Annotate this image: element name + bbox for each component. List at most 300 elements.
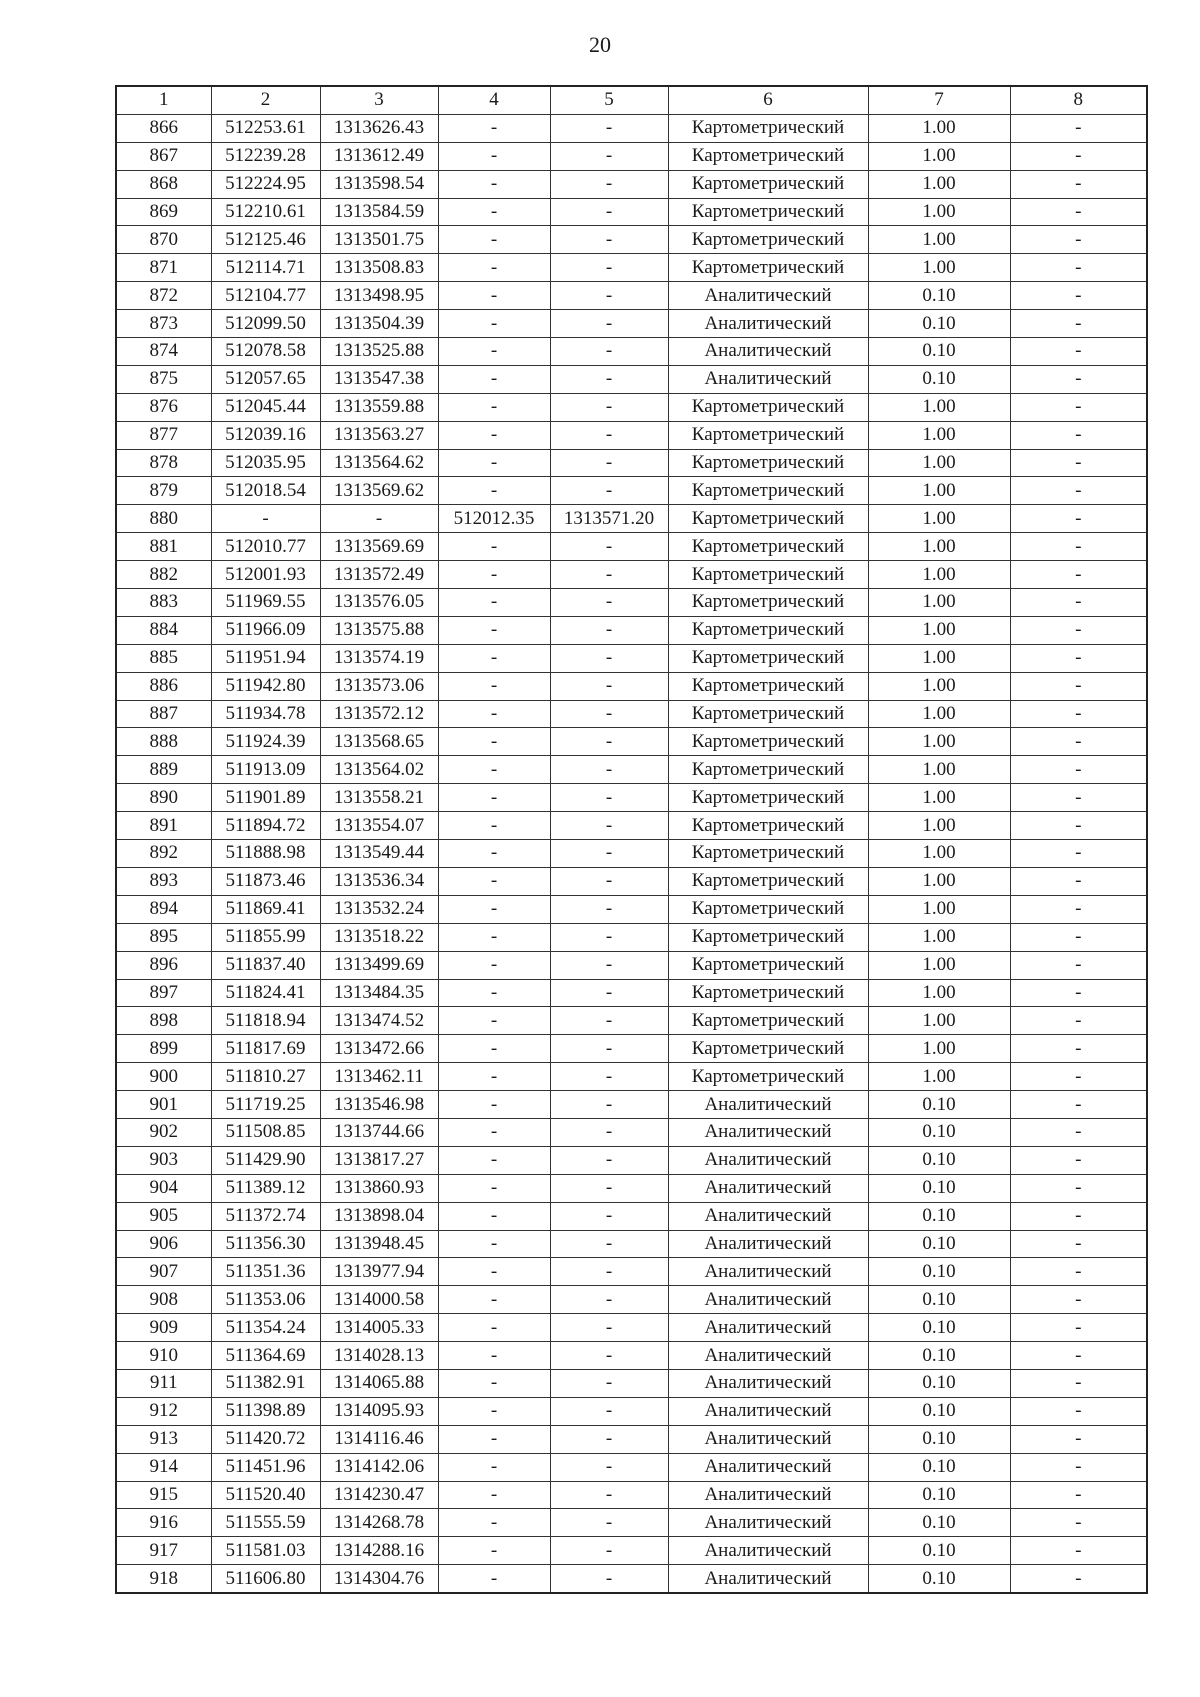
new-x-coordinate-cell: - (438, 393, 550, 421)
accuracy-cell: 1.00 (868, 393, 1010, 421)
new-x-coordinate-cell: - (438, 784, 550, 812)
y-coordinate-cell: 1314288.16 (320, 1537, 438, 1565)
accuracy-cell: 0.10 (868, 338, 1010, 366)
new-x-coordinate-cell: - (438, 867, 550, 895)
note-cell: - (1010, 979, 1147, 1007)
method-cell: Аналитический (668, 1118, 868, 1146)
x-coordinate-cell: 512114.71 (211, 254, 320, 282)
note-cell: - (1010, 1509, 1147, 1537)
new-x-coordinate-cell: - (438, 254, 550, 282)
note-cell: - (1010, 365, 1147, 393)
y-coordinate-cell: 1313474.52 (320, 1007, 438, 1035)
y-coordinate-cell: 1313898.04 (320, 1202, 438, 1230)
method-cell: Картометрический (668, 700, 868, 728)
table-row (116, 812, 1147, 840)
accuracy-cell: 1.00 (868, 979, 1010, 1007)
note-cell: - (1010, 1453, 1147, 1481)
table-row (116, 393, 1147, 421)
y-coordinate-cell: 1313568.65 (320, 728, 438, 756)
y-coordinate-cell: 1313499.69 (320, 951, 438, 979)
y-coordinate-cell: 1313559.88 (320, 393, 438, 421)
note-cell: - (1010, 1063, 1147, 1091)
new-y-coordinate-cell: - (550, 282, 668, 310)
table-row (116, 756, 1147, 784)
note-cell: - (1010, 672, 1147, 700)
method-cell: Картометрический (668, 393, 868, 421)
point-number-cell: 906 (116, 1230, 211, 1258)
new-y-coordinate-cell: - (550, 561, 668, 589)
accuracy-cell: 1.00 (868, 449, 1010, 477)
method-cell: Картометрический (668, 533, 868, 561)
table-row (116, 1342, 1147, 1370)
table-row (116, 672, 1147, 700)
point-number-cell: 873 (116, 310, 211, 338)
x-coordinate-cell: 512057.65 (211, 365, 320, 393)
accuracy-cell: 0.10 (868, 1202, 1010, 1230)
accuracy-cell: 1.00 (868, 923, 1010, 951)
point-number-cell: 866 (116, 114, 211, 142)
new-y-coordinate-cell: - (550, 1118, 668, 1146)
note-cell: - (1010, 644, 1147, 672)
x-coordinate-cell: 511364.69 (211, 1342, 320, 1370)
y-coordinate-cell: 1313472.66 (320, 1035, 438, 1063)
point-number-cell: 907 (116, 1258, 211, 1286)
new-y-coordinate-cell: - (550, 1369, 668, 1397)
table-row (116, 1035, 1147, 1063)
new-y-coordinate-cell: - (550, 1230, 668, 1258)
point-number-cell: 908 (116, 1286, 211, 1314)
point-number-cell: 911 (116, 1369, 211, 1397)
new-y-coordinate-cell: - (550, 1565, 668, 1593)
accuracy-cell: 1.00 (868, 561, 1010, 589)
y-coordinate-cell: 1313508.83 (320, 254, 438, 282)
new-y-coordinate-cell: - (550, 1453, 668, 1481)
x-coordinate-cell: 511818.94 (211, 1007, 320, 1035)
y-coordinate-cell: 1313564.62 (320, 449, 438, 477)
table-row (116, 1453, 1147, 1481)
new-y-coordinate-cell: - (550, 114, 668, 142)
method-cell: Картометрический (668, 812, 868, 840)
new-x-coordinate-cell: - (438, 616, 550, 644)
column-header: 3 (320, 86, 438, 114)
new-x-coordinate-cell: - (438, 589, 550, 617)
method-cell: Картометрический (668, 421, 868, 449)
x-coordinate-cell: 511873.46 (211, 867, 320, 895)
point-number-cell: 877 (116, 421, 211, 449)
new-y-coordinate-cell: - (550, 1509, 668, 1537)
x-coordinate-cell: 511508.85 (211, 1118, 320, 1146)
table-row (116, 1118, 1147, 1146)
point-number-cell: 897 (116, 979, 211, 1007)
new-y-coordinate-cell: 1313571.20 (550, 505, 668, 533)
y-coordinate-cell: 1313563.27 (320, 421, 438, 449)
accuracy-cell: 0.10 (868, 1258, 1010, 1286)
table-row (116, 1481, 1147, 1509)
point-number-cell: 894 (116, 895, 211, 923)
new-y-coordinate-cell: - (550, 1007, 668, 1035)
note-cell: - (1010, 1286, 1147, 1314)
table-row (116, 784, 1147, 812)
table-row (116, 1369, 1147, 1397)
note-cell: - (1010, 1174, 1147, 1202)
method-cell: Аналитический (668, 282, 868, 310)
y-coordinate-cell: 1314095.93 (320, 1397, 438, 1425)
method-cell: Аналитический (668, 1091, 868, 1119)
x-coordinate-cell: 512001.93 (211, 561, 320, 589)
note-cell: - (1010, 923, 1147, 951)
new-x-coordinate-cell: - (438, 1342, 550, 1370)
y-coordinate-cell: 1313572.49 (320, 561, 438, 589)
accuracy-cell: 1.00 (868, 895, 1010, 923)
accuracy-cell: 1.00 (868, 616, 1010, 644)
new-x-coordinate-cell: - (438, 1453, 550, 1481)
x-coordinate-cell: 511353.06 (211, 1286, 320, 1314)
note-cell: - (1010, 449, 1147, 477)
y-coordinate-cell: 1314065.88 (320, 1369, 438, 1397)
accuracy-cell: 1.00 (868, 421, 1010, 449)
new-x-coordinate-cell: - (438, 979, 550, 1007)
note-cell: - (1010, 1369, 1147, 1397)
y-coordinate-cell: 1313547.38 (320, 365, 438, 393)
accuracy-cell: 1.00 (868, 142, 1010, 170)
x-coordinate-cell: 512078.58 (211, 338, 320, 366)
x-coordinate-cell: 511429.90 (211, 1146, 320, 1174)
method-cell: Аналитический (668, 1565, 868, 1593)
method-cell: Картометрический (668, 1035, 868, 1063)
table-row (116, 1258, 1147, 1286)
table-row (116, 867, 1147, 895)
x-coordinate-cell: 512104.77 (211, 282, 320, 310)
note-cell: - (1010, 421, 1147, 449)
point-number-cell: 892 (116, 840, 211, 868)
method-cell: Картометрический (668, 254, 868, 282)
new-y-coordinate-cell: - (550, 644, 668, 672)
y-coordinate-cell: 1313518.22 (320, 923, 438, 951)
x-coordinate-cell: 511855.99 (211, 923, 320, 951)
note-cell: - (1010, 1425, 1147, 1453)
point-number-cell: 909 (116, 1314, 211, 1342)
point-number-cell: 886 (116, 672, 211, 700)
point-number-cell: 900 (116, 1063, 211, 1091)
x-coordinate-cell: 512010.77 (211, 533, 320, 561)
method-cell: Аналитический (668, 1369, 868, 1397)
new-y-coordinate-cell: - (550, 198, 668, 226)
table-row (116, 1091, 1147, 1119)
note-cell: - (1010, 812, 1147, 840)
y-coordinate-cell: 1313549.44 (320, 840, 438, 868)
x-coordinate-cell: 511351.36 (211, 1258, 320, 1286)
new-x-coordinate-cell: - (438, 142, 550, 170)
method-cell: Аналитический (668, 1174, 868, 1202)
new-y-coordinate-cell: - (550, 1397, 668, 1425)
method-cell: Картометрический (668, 561, 868, 589)
note-cell: - (1010, 477, 1147, 505)
x-coordinate-cell: 512045.44 (211, 393, 320, 421)
new-y-coordinate-cell: - (550, 812, 668, 840)
method-cell: Аналитический (668, 1258, 868, 1286)
accuracy-cell: 0.10 (868, 1369, 1010, 1397)
note-cell: - (1010, 616, 1147, 644)
note-cell: - (1010, 1118, 1147, 1146)
column-header: 1 (116, 86, 211, 114)
method-cell: Картометрический (668, 923, 868, 951)
note-cell: - (1010, 114, 1147, 142)
accuracy-cell: 1.00 (868, 1063, 1010, 1091)
x-coordinate-cell: 511966.09 (211, 616, 320, 644)
new-y-coordinate-cell: - (550, 867, 668, 895)
new-y-coordinate-cell: - (550, 393, 668, 421)
accuracy-cell: 0.10 (868, 1286, 1010, 1314)
x-coordinate-cell: 511837.40 (211, 951, 320, 979)
y-coordinate-cell: 1313977.94 (320, 1258, 438, 1286)
point-number-cell: 902 (116, 1118, 211, 1146)
y-coordinate-cell: 1314116.46 (320, 1425, 438, 1453)
point-number-cell: 915 (116, 1481, 211, 1509)
table-row (116, 1202, 1147, 1230)
point-number-cell: 889 (116, 756, 211, 784)
new-y-coordinate-cell: - (550, 338, 668, 366)
method-cell: Картометрический (668, 1007, 868, 1035)
note-cell: - (1010, 1230, 1147, 1258)
y-coordinate-cell: 1313576.05 (320, 589, 438, 617)
method-cell: Картометрический (668, 198, 868, 226)
method-cell: Картометрический (668, 142, 868, 170)
table-row (116, 1286, 1147, 1314)
accuracy-cell: 0.10 (868, 1565, 1010, 1593)
new-y-coordinate-cell: - (550, 700, 668, 728)
table-row (116, 1565, 1147, 1593)
new-y-coordinate-cell: - (550, 1537, 668, 1565)
method-cell: Картометрический (668, 728, 868, 756)
new-x-coordinate-cell: - (438, 700, 550, 728)
method-cell: Аналитический (668, 1230, 868, 1258)
method-cell: Картометрический (668, 170, 868, 198)
method-cell: Картометрический (668, 616, 868, 644)
table-row (116, 1063, 1147, 1091)
table-header-row (116, 86, 1147, 114)
new-x-coordinate-cell: - (438, 840, 550, 868)
x-coordinate-cell: 511924.39 (211, 728, 320, 756)
table-row (116, 1314, 1147, 1342)
new-x-coordinate-cell: - (438, 1035, 550, 1063)
method-cell: Картометрический (668, 672, 868, 700)
accuracy-cell: 0.10 (868, 1174, 1010, 1202)
y-coordinate-cell: - (320, 505, 438, 533)
new-x-coordinate-cell: - (438, 895, 550, 923)
x-coordinate-cell: 511389.12 (211, 1174, 320, 1202)
new-x-coordinate-cell: - (438, 449, 550, 477)
new-y-coordinate-cell: - (550, 616, 668, 644)
note-cell: - (1010, 1202, 1147, 1230)
method-cell: Картометрический (668, 951, 868, 979)
accuracy-cell: 1.00 (868, 226, 1010, 254)
new-y-coordinate-cell: - (550, 951, 668, 979)
new-x-coordinate-cell: - (438, 338, 550, 366)
point-number-cell: 913 (116, 1425, 211, 1453)
new-y-coordinate-cell: - (550, 310, 668, 338)
new-x-coordinate-cell: - (438, 1425, 550, 1453)
accuracy-cell: 0.10 (868, 1537, 1010, 1565)
method-cell: Картометрический (668, 979, 868, 1007)
accuracy-cell: 1.00 (868, 840, 1010, 868)
column-header: 2 (211, 86, 320, 114)
table-row (116, 365, 1147, 393)
point-number-cell: 891 (116, 812, 211, 840)
new-y-coordinate-cell: - (550, 1063, 668, 1091)
new-x-coordinate-cell: - (438, 1286, 550, 1314)
table-row (116, 1425, 1147, 1453)
x-coordinate-cell: 511420.72 (211, 1425, 320, 1453)
table-row (116, 198, 1147, 226)
x-coordinate-cell: 512099.50 (211, 310, 320, 338)
accuracy-cell: 0.10 (868, 1314, 1010, 1342)
accuracy-cell: 1.00 (868, 756, 1010, 784)
table-body (116, 114, 1147, 1593)
y-coordinate-cell: 1313536.34 (320, 867, 438, 895)
accuracy-cell: 0.10 (868, 1091, 1010, 1119)
table-row (116, 533, 1147, 561)
new-x-coordinate-cell: - (438, 1537, 550, 1565)
method-cell: Аналитический (668, 1453, 868, 1481)
table-row (116, 421, 1147, 449)
method-cell: Картометрический (668, 505, 868, 533)
table-row (116, 1174, 1147, 1202)
new-x-coordinate-cell: - (438, 728, 550, 756)
y-coordinate-cell: 1313484.35 (320, 979, 438, 1007)
note-cell: - (1010, 1565, 1147, 1593)
new-y-coordinate-cell: - (550, 756, 668, 784)
point-number-cell: 914 (116, 1453, 211, 1481)
accuracy-cell: 0.10 (868, 1453, 1010, 1481)
x-coordinate-cell: 512224.95 (211, 170, 320, 198)
table-row (116, 616, 1147, 644)
point-number-cell: 875 (116, 365, 211, 393)
new-x-coordinate-cell: - (438, 951, 550, 979)
accuracy-cell: 1.00 (868, 812, 1010, 840)
new-x-coordinate-cell: - (438, 1118, 550, 1146)
new-y-coordinate-cell: - (550, 728, 668, 756)
note-cell: - (1010, 1258, 1147, 1286)
accuracy-cell: 1.00 (868, 700, 1010, 728)
method-cell: Картометрический (668, 449, 868, 477)
point-number-cell: 881 (116, 533, 211, 561)
note-cell: - (1010, 1035, 1147, 1063)
note-cell: - (1010, 282, 1147, 310)
x-coordinate-cell: 512210.61 (211, 198, 320, 226)
y-coordinate-cell: 1313573.06 (320, 672, 438, 700)
method-cell: Аналитический (668, 1537, 868, 1565)
table-row (116, 170, 1147, 198)
point-number-cell: 872 (116, 282, 211, 310)
y-coordinate-cell: 1313948.45 (320, 1230, 438, 1258)
method-cell: Аналитический (668, 1509, 868, 1537)
method-cell: Картометрический (668, 756, 868, 784)
new-y-coordinate-cell: - (550, 254, 668, 282)
new-y-coordinate-cell: - (550, 477, 668, 505)
point-number-cell: 870 (116, 226, 211, 254)
new-y-coordinate-cell: - (550, 449, 668, 477)
new-x-coordinate-cell: - (438, 282, 550, 310)
x-coordinate-cell: 511555.59 (211, 1509, 320, 1537)
x-coordinate-cell: 511581.03 (211, 1537, 320, 1565)
table-row (116, 282, 1147, 310)
point-number-cell: 876 (116, 393, 211, 421)
new-x-coordinate-cell: - (438, 756, 550, 784)
y-coordinate-cell: 1314230.47 (320, 1481, 438, 1509)
accuracy-cell: 1.00 (868, 170, 1010, 198)
new-x-coordinate-cell: - (438, 1146, 550, 1174)
accuracy-cell: 0.10 (868, 1425, 1010, 1453)
accuracy-cell: 1.00 (868, 672, 1010, 700)
new-x-coordinate-cell: - (438, 1565, 550, 1593)
new-x-coordinate-cell: 512012.35 (438, 505, 550, 533)
x-coordinate-cell: 511356.30 (211, 1230, 320, 1258)
accuracy-cell: 1.00 (868, 254, 1010, 282)
x-coordinate-cell: 511934.78 (211, 700, 320, 728)
new-y-coordinate-cell: - (550, 1342, 668, 1370)
x-coordinate-cell: 511372.74 (211, 1202, 320, 1230)
new-y-coordinate-cell: - (550, 421, 668, 449)
note-cell: - (1010, 1397, 1147, 1425)
note-cell: - (1010, 895, 1147, 923)
table-row (116, 700, 1147, 728)
method-cell: Картометрический (668, 895, 868, 923)
table-row (116, 1537, 1147, 1565)
y-coordinate-cell: 1313817.27 (320, 1146, 438, 1174)
point-number-cell: 893 (116, 867, 211, 895)
new-y-coordinate-cell: - (550, 1314, 668, 1342)
table-row (116, 1509, 1147, 1537)
method-cell: Аналитический (668, 1202, 868, 1230)
new-x-coordinate-cell: - (438, 477, 550, 505)
note-cell: - (1010, 1537, 1147, 1565)
point-number-cell: 878 (116, 449, 211, 477)
note-cell: - (1010, 840, 1147, 868)
note-cell: - (1010, 589, 1147, 617)
y-coordinate-cell: 1313575.88 (320, 616, 438, 644)
x-coordinate-cell: 511824.41 (211, 979, 320, 1007)
table-row (116, 979, 1147, 1007)
point-number-cell: 890 (116, 784, 211, 812)
table-row (116, 449, 1147, 477)
x-coordinate-cell: 511398.89 (211, 1397, 320, 1425)
x-coordinate-cell: 512018.54 (211, 477, 320, 505)
new-y-coordinate-cell: - (550, 589, 668, 617)
point-number-cell: 898 (116, 1007, 211, 1035)
point-number-cell: 901 (116, 1091, 211, 1119)
y-coordinate-cell: 1313744.66 (320, 1118, 438, 1146)
method-cell: Картометрический (668, 114, 868, 142)
y-coordinate-cell: 1313612.49 (320, 142, 438, 170)
table-row (116, 1007, 1147, 1035)
method-cell: Аналитический (668, 1286, 868, 1314)
x-coordinate-cell: 512239.28 (211, 142, 320, 170)
table-row (116, 951, 1147, 979)
accuracy-cell: 1.00 (868, 1007, 1010, 1035)
new-y-coordinate-cell: - (550, 365, 668, 393)
table-row (116, 644, 1147, 672)
table-row (116, 310, 1147, 338)
accuracy-cell: 0.10 (868, 1230, 1010, 1258)
y-coordinate-cell: 1313584.59 (320, 198, 438, 226)
point-number-cell: 874 (116, 338, 211, 366)
column-header: 6 (668, 86, 868, 114)
point-number-cell: 888 (116, 728, 211, 756)
column-header: 4 (438, 86, 550, 114)
new-y-coordinate-cell: - (550, 1091, 668, 1119)
table-row (116, 923, 1147, 951)
y-coordinate-cell: 1314304.76 (320, 1565, 438, 1593)
